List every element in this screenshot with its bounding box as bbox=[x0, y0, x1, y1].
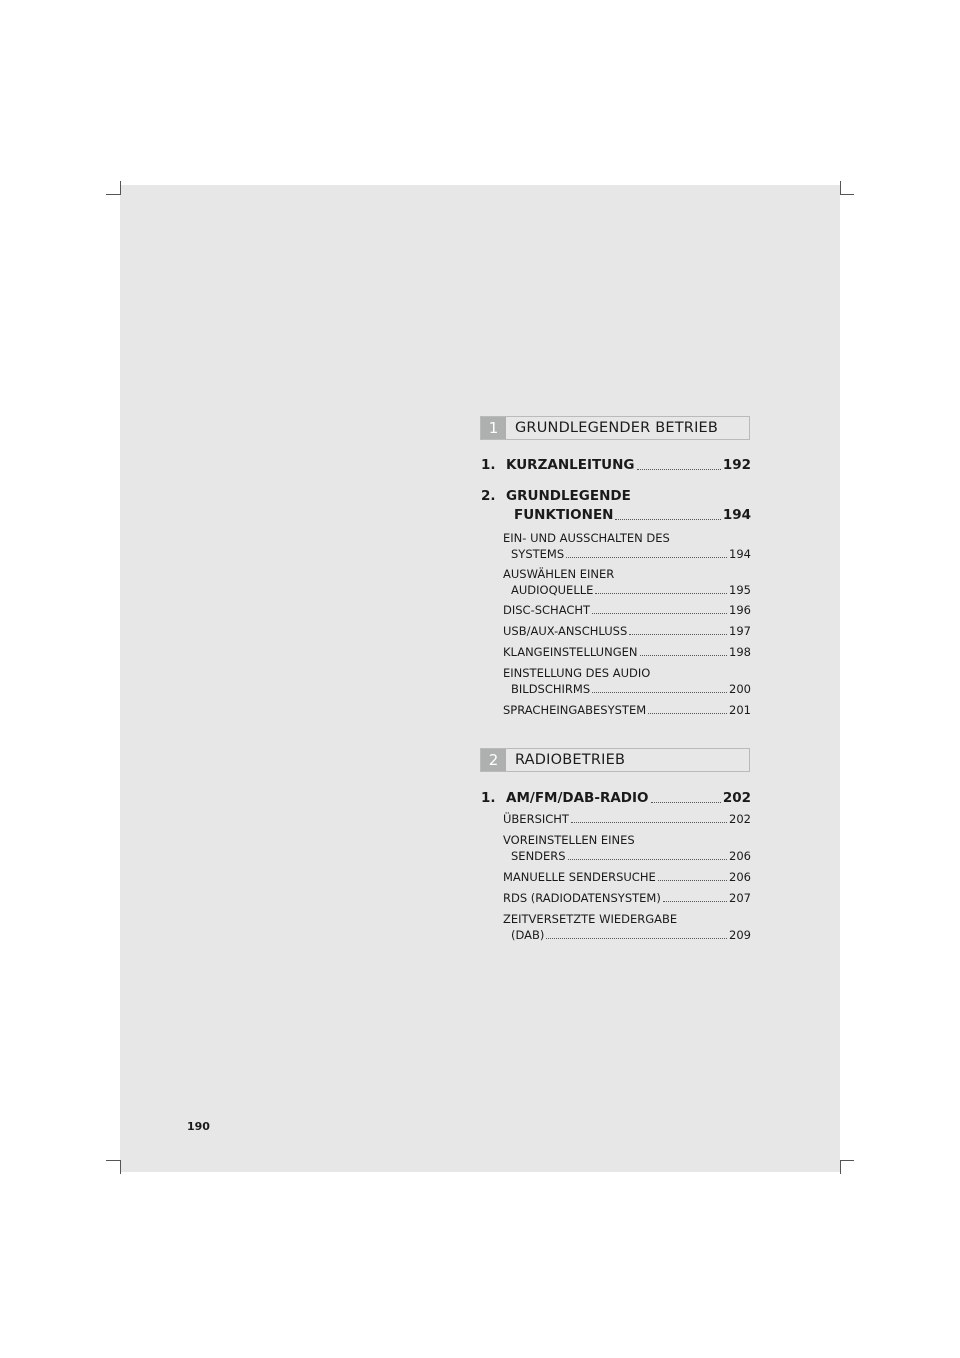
item-title: SPRACHEINGABESYSTEM bbox=[503, 703, 647, 717]
dot-leader bbox=[663, 900, 727, 902]
toc-item[interactable] bbox=[503, 703, 751, 717]
toc-item[interactable] bbox=[503, 567, 751, 597]
toc-chapter[interactable] bbox=[481, 457, 751, 473]
item-title: RDS (RADIODATENSYSTEM) bbox=[503, 891, 661, 905]
item-title: AUSWÄHLEN EINER bbox=[503, 567, 615, 581]
page-reference: 201 bbox=[729, 703, 751, 717]
page-number: 190 bbox=[187, 1120, 210, 1133]
item-title: MANUELLE SENDERSUCHE bbox=[503, 870, 656, 884]
toc-item[interactable] bbox=[503, 624, 751, 638]
dot-leader bbox=[592, 691, 727, 693]
toc-chapter[interactable] bbox=[481, 790, 751, 806]
page-reference: 207 bbox=[729, 891, 751, 905]
chapter-title: KURZANLEITUNG bbox=[506, 457, 635, 473]
dot-leader bbox=[595, 592, 727, 594]
item-title: DISC-SCHACHT bbox=[503, 603, 591, 617]
dot-leader bbox=[546, 937, 727, 939]
dot-leader bbox=[629, 633, 727, 635]
dot-leader bbox=[615, 518, 720, 520]
page-reference: 209 bbox=[729, 928, 751, 942]
dot-leader bbox=[571, 821, 727, 823]
toc-item[interactable] bbox=[503, 912, 751, 942]
item-title: BILDSCHIRMS bbox=[511, 682, 591, 696]
dot-leader bbox=[568, 858, 727, 860]
crop-mark bbox=[840, 181, 841, 195]
dot-leader bbox=[648, 712, 727, 714]
dot-leader bbox=[566, 556, 727, 558]
section-title: GRUNDLEGENDER BETRIEB bbox=[515, 420, 719, 436]
toc-item[interactable] bbox=[503, 833, 751, 863]
chapter-number: 1. bbox=[481, 457, 496, 473]
page-reference: 194 bbox=[722, 507, 751, 523]
crop-mark bbox=[106, 194, 120, 195]
page-reference: 202 bbox=[729, 812, 751, 826]
section-title: RADIOBETRIEB bbox=[515, 752, 626, 768]
item-title: EIN- UND AUSSCHALTEN DES bbox=[503, 531, 670, 545]
item-title: (DAB) bbox=[511, 928, 545, 942]
page-reference: 198 bbox=[729, 645, 751, 659]
item-title: KLANGEINSTELLUNGEN bbox=[503, 645, 638, 659]
toc-chapter[interactable] bbox=[481, 488, 751, 523]
crop-mark bbox=[840, 1160, 841, 1174]
toc-item[interactable] bbox=[503, 812, 751, 826]
crop-mark bbox=[106, 1160, 120, 1161]
dot-leader bbox=[658, 879, 727, 881]
chapter-title: AM/FM/DAB-RADIO bbox=[506, 790, 649, 806]
item-title: EINSTELLUNG DES AUDIO bbox=[503, 666, 651, 680]
toc-item[interactable] bbox=[503, 666, 751, 696]
chapter-number: 1. bbox=[481, 790, 496, 806]
toc-item[interactable] bbox=[503, 645, 751, 659]
item-title: SYSTEMS bbox=[511, 547, 565, 561]
crop-mark bbox=[840, 194, 854, 195]
toc-item[interactable] bbox=[503, 603, 751, 617]
page-reference: 194 bbox=[729, 547, 751, 561]
dot-leader bbox=[637, 468, 721, 470]
crop-mark bbox=[840, 1160, 854, 1161]
toc-item[interactable] bbox=[503, 870, 751, 884]
section-number: 2 bbox=[481, 749, 506, 771]
chapter-title: GRUNDLEGENDE bbox=[506, 488, 631, 504]
item-title: ZEITVERSETZTE WIEDERGABE bbox=[503, 912, 678, 926]
item-title: VOREINSTELLEN EINES bbox=[503, 833, 635, 847]
chapter-number: 2. bbox=[481, 488, 496, 504]
section-header bbox=[480, 416, 750, 440]
section-header bbox=[480, 748, 750, 772]
item-title: ÜBERSICHT bbox=[503, 812, 569, 826]
item-title: USB/AUX-ANSCHLUSS bbox=[503, 624, 628, 638]
page-reference: 192 bbox=[722, 457, 751, 473]
page-reference: 197 bbox=[729, 624, 751, 638]
dot-leader bbox=[592, 612, 727, 614]
page-reference: 202 bbox=[722, 790, 751, 806]
toc-item[interactable] bbox=[503, 891, 751, 905]
section-number: 1 bbox=[481, 417, 506, 439]
chapter-title: FUNKTIONEN bbox=[514, 507, 614, 523]
item-title: AUDIOQUELLE bbox=[511, 583, 594, 597]
toc-item[interactable] bbox=[503, 531, 751, 561]
page-reference: 196 bbox=[729, 603, 751, 617]
crop-mark bbox=[120, 1160, 121, 1174]
page-reference: 200 bbox=[729, 682, 751, 696]
crop-mark bbox=[120, 181, 121, 195]
page-reference: 206 bbox=[729, 849, 751, 863]
dot-leader bbox=[640, 654, 728, 656]
page-reference: 195 bbox=[729, 583, 751, 597]
page-reference: 206 bbox=[729, 870, 751, 884]
item-title: SENDERS bbox=[511, 849, 566, 863]
dot-leader bbox=[651, 801, 721, 803]
